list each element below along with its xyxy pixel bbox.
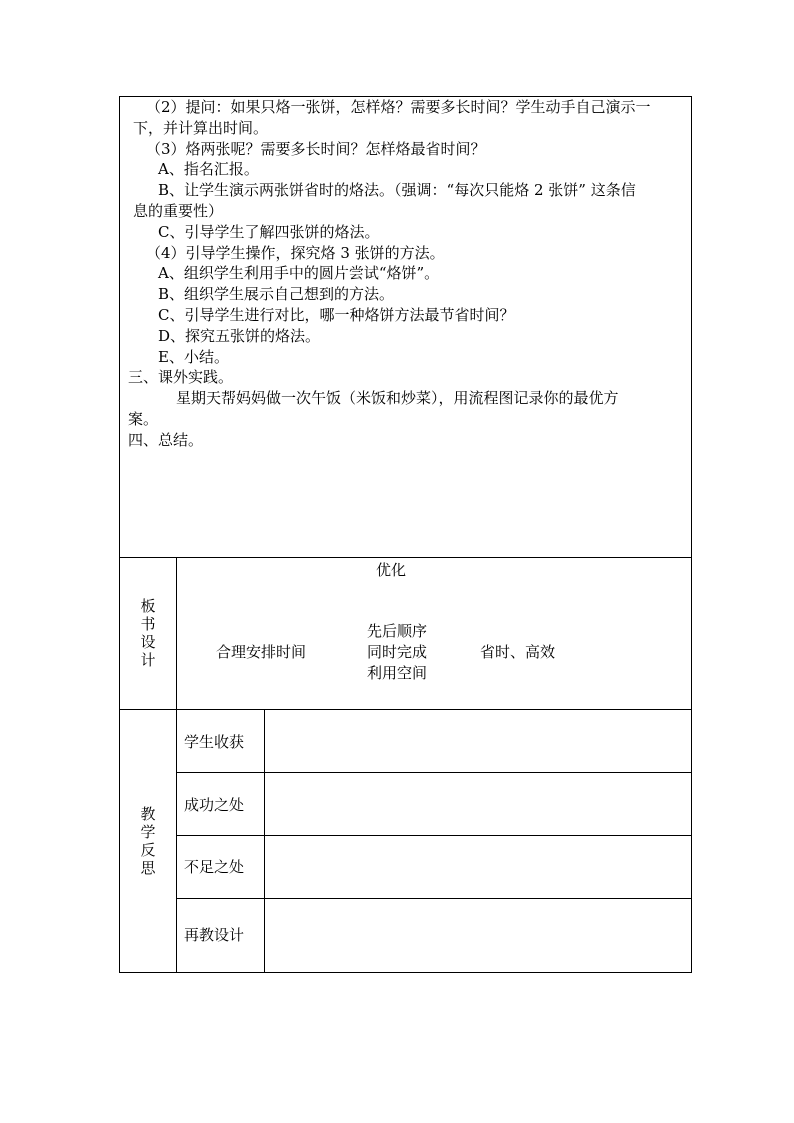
lesson-line: A、组织学生利用手中的圆片尝试“烙饼”。 <box>158 264 440 283</box>
lesson-line: 三、课外实践。 <box>128 368 234 387</box>
lesson-line: 息的重要性） <box>133 201 224 220</box>
lesson-line: 四、总结。 <box>128 430 204 449</box>
lesson-line: 下，并计算出时间。 <box>133 118 269 137</box>
reflection-divider-3 <box>176 898 692 899</box>
lesson-line: （4）引导学生操作，探究烙 3 张饼的方法。 <box>146 243 445 262</box>
reflection-divider-1 <box>176 772 692 773</box>
lesson-line: 星期天帮妈妈做一次午饭（米饭和炒菜），用流程图记录你的最优方 <box>176 389 619 408</box>
board-middle-item: 先后顺序 <box>367 622 428 640</box>
lesson-line: （3）烙两张呢？需要多长时间？怎样烙最省时间？ <box>146 139 486 158</box>
lesson-line: A、指名汇报。 <box>158 160 259 179</box>
board-title: 优化 <box>376 561 407 579</box>
reflection-row-label: 成功之处 <box>184 796 245 814</box>
reflection-label: 教学反思 <box>140 805 156 877</box>
column-divider-label <box>176 557 177 973</box>
lesson-line: B、组织学生展示自己想到的方法。 <box>158 285 395 304</box>
board-middle-item: 同时完成 <box>367 643 428 661</box>
row-divider-reflection <box>119 709 692 710</box>
lesson-line: B、让学生演示两张饼省时的烙法。（强调：“每次只能烙 2 张饼” 这条信 <box>158 181 636 200</box>
board-left-text: 合理安排时间 <box>216 643 307 661</box>
lesson-line: 案。 <box>128 409 159 428</box>
reflection-row-label: 不足之处 <box>184 858 245 876</box>
reflection-row-label: 再教设计 <box>184 926 245 944</box>
lesson-line: C、引导学生了解四张饼的烙法。 <box>158 222 380 241</box>
lesson-line: D、探究五张饼的烙法。 <box>158 326 321 345</box>
row-divider-board <box>119 557 692 558</box>
lesson-line: E、小结。 <box>158 347 229 366</box>
reflection-row-label: 学生收获 <box>184 733 245 751</box>
lesson-line: C、引导学生进行对比，哪一种烙饼方法最节省时间？ <box>158 305 515 324</box>
column-divider-reflection <box>264 709 265 973</box>
lesson-line: （2）提问：如果只烙一张饼，怎样烙？需要多长时间？学生动手自己演示一 <box>146 98 651 116</box>
board-middle-item: 利用空间 <box>367 664 428 682</box>
reflection-divider-2 <box>176 835 692 836</box>
lesson-body <box>126 97 684 451</box>
board-design-label: 板书设计 <box>140 597 156 669</box>
board-right-text: 省时、高效 <box>480 643 556 661</box>
